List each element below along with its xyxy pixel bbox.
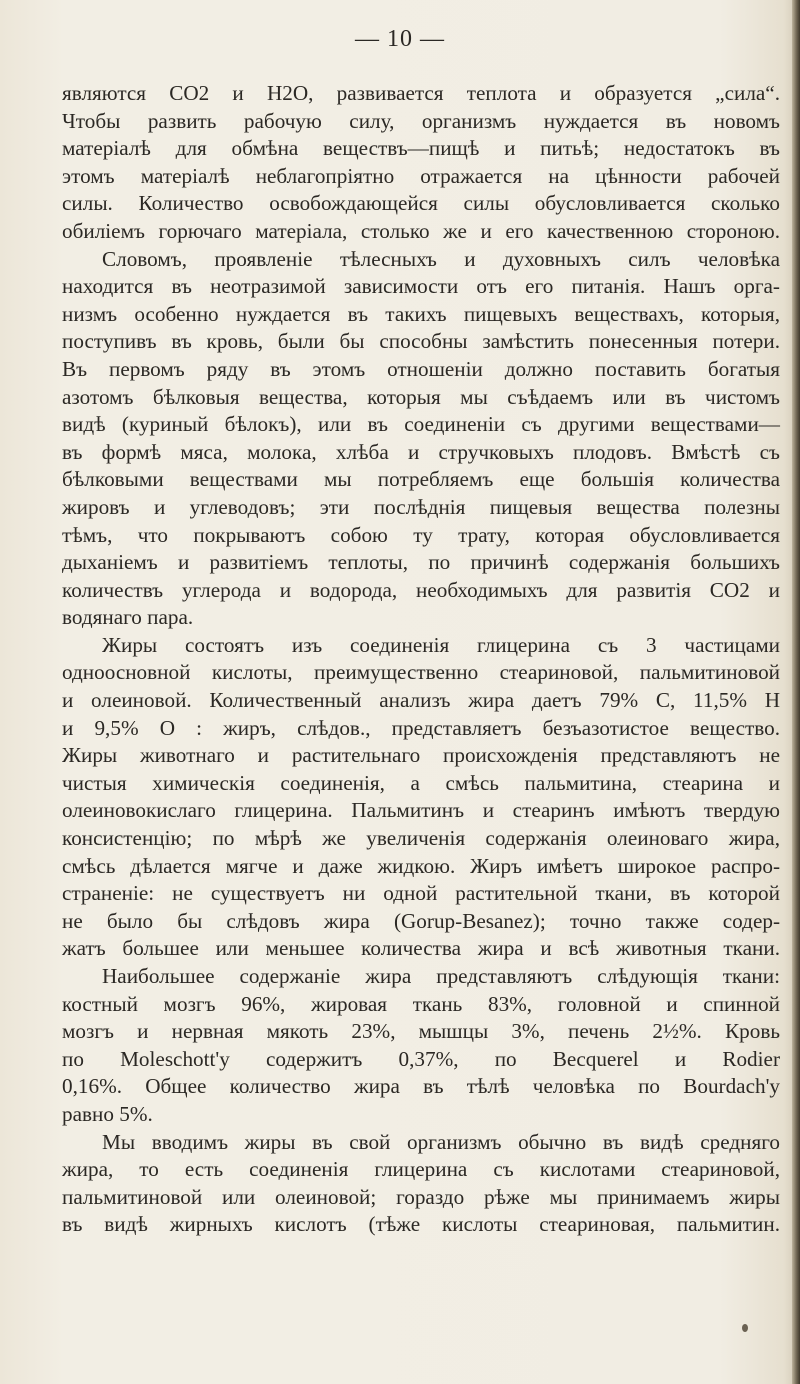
- text-line: бѣлковыми веществами мы потребляемъ еще большія количества: [62, 467, 780, 492]
- text-line: Чтобы развить рабочую силу, организмъ нуждается въ новомъ: [62, 108, 780, 133]
- text-line: и 9,5% О : жиръ, слѣдов., представляетъ безъазотистое вещество.: [62, 715, 780, 740]
- text-line: мозгъ и нервная мякоть 23%, мышцы 3%, печень 2½%. Кровь: [62, 1019, 780, 1044]
- text-line: жировъ и углеводовъ; эти послѣднія пищевыя вещества полезны: [62, 494, 780, 519]
- text-line: низмъ особенно нуждается въ такихъ пищевыхъ веществахъ, которыя,: [62, 301, 780, 326]
- text-line: Словомъ, проявленіе тѣлесныхъ и духовныхъ силъ человѣка: [102, 246, 780, 271]
- text-line: азотомъ бѣлковыя вещества, которыя мы съѣдаемъ или въ чистомъ: [62, 384, 780, 409]
- body-text: [62, 80, 780, 1239]
- text-line: смѣсь дѣлается мягче и даже жидкою. Жиръ имѣетъ широкое распро-: [62, 853, 780, 878]
- text-line: 0,16%. Общее количество жира въ тѣлѣ человѣка по Bourdach'у: [62, 1074, 780, 1099]
- text-line: обиліемъ горючаго матеріала, столько же и его качественною стороною.: [62, 218, 780, 243]
- text-line: равно 5%.: [62, 1101, 153, 1126]
- text-line: не было бы слѣдовъ жира (Gorup-Besanez); точно также содер-: [62, 908, 780, 933]
- text-line: водянаго пара.: [62, 605, 194, 630]
- text-line: чистыя химическія соединенія, а смѣсь пальмитина, стеарина и: [62, 770, 780, 795]
- text-line: консистенцію; по мѣрѣ же увеличенія содержанія олеиноваго жира,: [62, 826, 780, 851]
- text-line: въ формѣ мяса, молока, хлѣба и стручковыхъ плодовъ. Вмѣстѣ съ: [62, 439, 780, 464]
- text-line: силы. Количество освобождающейся силы обусловливается сколько: [62, 191, 780, 216]
- text-line: Жиры животнаго и растительнаго происхожденія представляютъ не: [62, 743, 780, 768]
- text-line: жира, то есть соединенія глицерина съ кислотами стеариновой,: [62, 1157, 780, 1182]
- text-line: матеріалѣ для обмѣна веществъ—пищѣ и питьѣ; недостатокъ въ: [62, 136, 780, 161]
- text-line: дыханіемъ и развитіемъ теплоты, по причинѣ содержанія большихъ: [62, 550, 780, 575]
- text-line: видѣ (куриный бѣлокъ), или въ соединеніи съ другими веществами—: [62, 412, 780, 437]
- text-line: по Moleschott'у содержитъ 0,37%, по Becquerel и Rodier: [62, 1046, 780, 1071]
- text-line: Въ первомъ ряду въ этомъ отношеніи должно поставить богатыя: [62, 356, 780, 381]
- text-line: находится въ неотразимой зависимости отъ его питанія. Нашъ орга-: [62, 274, 780, 299]
- page-edge: [792, 0, 800, 1384]
- text-line: пальмитиновой или олеиновой; гораздо рѣже мы принимаемъ жиры: [62, 1184, 780, 1209]
- text-line: Жиры состоятъ изъ соединенія глицерина съ 3 частицами: [102, 632, 780, 657]
- text-line: въ видѣ жирныхъ кислотъ (тѣже кислоты стеариновая, пальмитин.: [62, 1212, 780, 1237]
- text-line: жатъ большее или меньшее количества жира и всѣ животныя ткани.: [62, 936, 780, 961]
- ink-speck: [742, 1324, 748, 1332]
- text-line: страненіе: не существуетъ ни одной растительной ткани, въ которой: [62, 881, 780, 906]
- text-line: одноосновной кислоты, преимущественно стеариновой, пальмитиновой: [62, 660, 780, 685]
- text-line: костный мозгъ 96%, жировая ткань 83%, головной и спинной: [62, 991, 780, 1016]
- text-line: поступивъ въ кровь, были бы способны замѣстить понесенныя потери.: [62, 329, 780, 354]
- text-line: являются СО2 и Н2О, развивается теплота и образуется „сила“.: [62, 81, 780, 105]
- text-line: количествъ углерода и водорода, необходимыхъ для развитія СО2 и: [62, 577, 780, 602]
- text-line: и олеиновой. Количественный анализъ жира даетъ 79% С, 11,5% Н: [62, 688, 780, 713]
- text-line: Мы вводимъ жиры въ свой организмъ обычно въ видѣ средняго: [102, 1129, 780, 1154]
- text-line: Наибольшее содержаніе жира представляютъ слѣдующія ткани:: [102, 964, 780, 988]
- text-line: этомъ матеріалѣ неблагопріятно отражается на цѣнности рабочей: [62, 163, 780, 188]
- text-line: олеиновокислаго глицерина. Пальмитинъ и стеаринъ имѣютъ твердую: [62, 798, 780, 823]
- text-line: тѣмъ, что покрываютъ собою ту трату, которая обусловливается: [62, 522, 780, 547]
- page-number: — 10 —: [355, 26, 445, 52]
